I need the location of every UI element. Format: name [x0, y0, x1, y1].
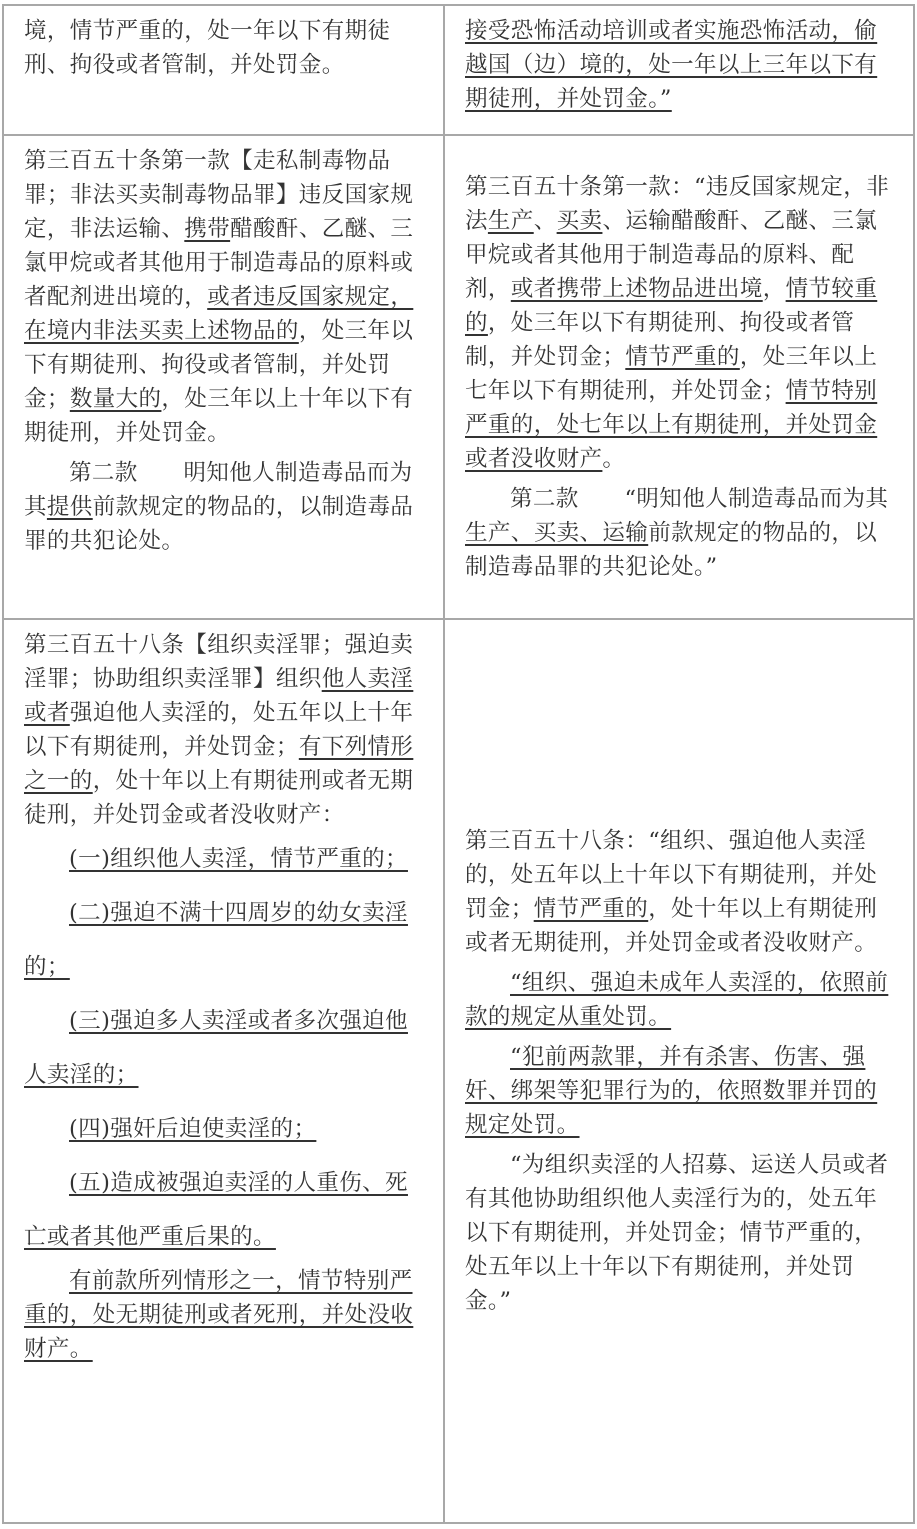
text-run: 第三百五十条第一款【走私制毒物品罪；非法买卖制毒物品罪】违反国家规定，非法运输、 [24, 148, 414, 242]
paragraph [24, 1264, 425, 1366]
underlined-text: 情节特别严重的，处七年以上有期徒刑，并处罚金或者没收财产 [465, 378, 878, 472]
cell-new-article-358 [444, 619, 914, 1523]
text-run: ，处十年以上有期徒刑或者无期徒刑，并处罚金或者没收财产。 [465, 896, 878, 956]
text-run: 第三百五十八条：“组织、强迫他人卖淫的，处五年以上十年以下有期徒刑，并处罚金； [465, 828, 878, 922]
paragraph [24, 456, 425, 558]
underlined-text: 接受恐怖活动培训或者实施恐怖活动，偷越国（边）境的，处一年以上三年以下有期徒刑，并处罚金。” [465, 18, 878, 112]
text-run: 第二款 “明知他人制造毒品而为其 [510, 486, 889, 512]
item-list [24, 832, 425, 1264]
paragraph [465, 482, 895, 584]
underlined-text: 他人卖淫或者 [24, 666, 414, 726]
list-item: (三)强迫多人卖淫或者多次强迫他人卖淫的； [24, 1008, 408, 1088]
text-run: 前款规定的物品的，以制造毒品罪的共犯论处。” [465, 520, 878, 580]
underlined-text: 或者违反国家规定，在境内非法买卖上述物品的 [24, 284, 414, 344]
underlined-text: 有前款所列情形之一，情节特别严重的，处无期徒刑或者死刑，并处没收财产。 [24, 1268, 414, 1362]
paragraph [24, 144, 425, 450]
underlined-text: 情节严重的 [533, 896, 649, 922]
table-row [3, 619, 914, 1523]
text-run: 第二款 明知他人制造毒品而为其 [24, 460, 413, 520]
underlined-text: 情节严重的 [625, 344, 740, 370]
cell-new-article-350 [444, 135, 914, 619]
underlined-text: 买卖 [556, 208, 603, 234]
text-run: 第三百五十八条【组织卖淫罪；强迫卖淫罪；协助组织卖淫罪】组织 [24, 632, 414, 692]
text-run: “为组织卖淫的人招募、运送人员或者有其他协助组织他人卖淫行为的，处五年以下有期徒刑，并处罚金；情节严重的，处五年以上十年以下有期徒刑，并处罚金。” [465, 1152, 889, 1314]
law-comparison-table [2, 4, 915, 1524]
text-run: ，处三年以下有期徒刑、拘役或者管制，并处罚金； [24, 318, 414, 412]
underlined-text: 生产 [487, 208, 534, 234]
text-run: ，处十年以上有期徒刑或者无期徒刑，并处罚金或者没收财产： [24, 768, 414, 828]
paragraph [465, 824, 895, 960]
text-run: 。 [602, 446, 626, 472]
text-run: 强迫他人卖淫的，处五年以上十年以下有期徒刑，并处罚金； [24, 700, 414, 760]
table-row [3, 135, 914, 619]
text-run: ， [762, 276, 786, 302]
underlined-text: 有下列情形之一的 [24, 734, 414, 794]
text-run: ，处三年以上十年以下有期徒刑，并处罚金。 [24, 386, 414, 446]
underlined-text: 数量大的 [69, 386, 162, 412]
cell-old-article-358 [3, 619, 444, 1523]
list-item: (二)强迫不满十四周岁的幼女卖淫的； [24, 900, 408, 980]
list-item: (四)强奸后迫使卖淫的； [69, 1116, 317, 1142]
text-run: 境，情节严重的，处一年以下有期徒刑、拘役或者管制，并处罚金。 [24, 18, 391, 78]
paragraph [465, 966, 895, 1034]
underlined-text: “组织、强迫未成年人卖淫的，依照前款的规定从重处罚。 [465, 970, 889, 1030]
cell-old-article-partial [3, 5, 444, 135]
underlined-text: “犯前两款罪，并有杀害、伤害、强奸、绑架等犯罪行为的，依照数罪并罚的规定处罚。 [465, 1044, 878, 1138]
paragraph [465, 1148, 895, 1318]
table-row [3, 5, 914, 135]
text-run: ，处三年以下有期徒刑、拘役或者管制，并处罚金； [465, 310, 855, 370]
underlined-text: 携带 [184, 216, 231, 242]
paragraph [24, 628, 425, 832]
list-item: (五)造成被强迫卖淫的人重伤、死亡或者其他严重后果的。 [24, 1170, 408, 1250]
paragraph [465, 170, 895, 476]
text-run: 、运输醋酸酐、乙醚、三氯甲烷或者其他用于制造毒品的原料、配剂， [465, 208, 878, 302]
text-run: 醋酸酐、乙醚、三氯甲烷或者其他用于制造毒品的原料或者配剂进出境的， [24, 216, 414, 310]
underlined-text: 提供 [46, 494, 93, 520]
text-run: 前款规定的物品的，以制造毒品罪的共犯论处。 [24, 494, 414, 554]
underlined-text: 生产、买卖、运输 [465, 520, 649, 546]
paragraph [465, 14, 895, 116]
text-run: 第三百五十条第一款：“违反国家规定，非法 [465, 174, 890, 234]
text-run: ，处三年以上七年以下有期徒刑，并处罚金； [465, 344, 878, 404]
underlined-text: 情节较重的 [465, 276, 878, 336]
paragraph [24, 14, 425, 82]
paragraph [465, 1040, 895, 1142]
cell-new-article-partial [444, 5, 914, 135]
cell-old-article-350 [3, 135, 444, 619]
text-run: 、 [533, 208, 557, 234]
list-item: (一)组织他人卖淫，情节严重的； [69, 846, 408, 872]
underlined-text: 或者携带上述物品进出境 [510, 276, 763, 302]
